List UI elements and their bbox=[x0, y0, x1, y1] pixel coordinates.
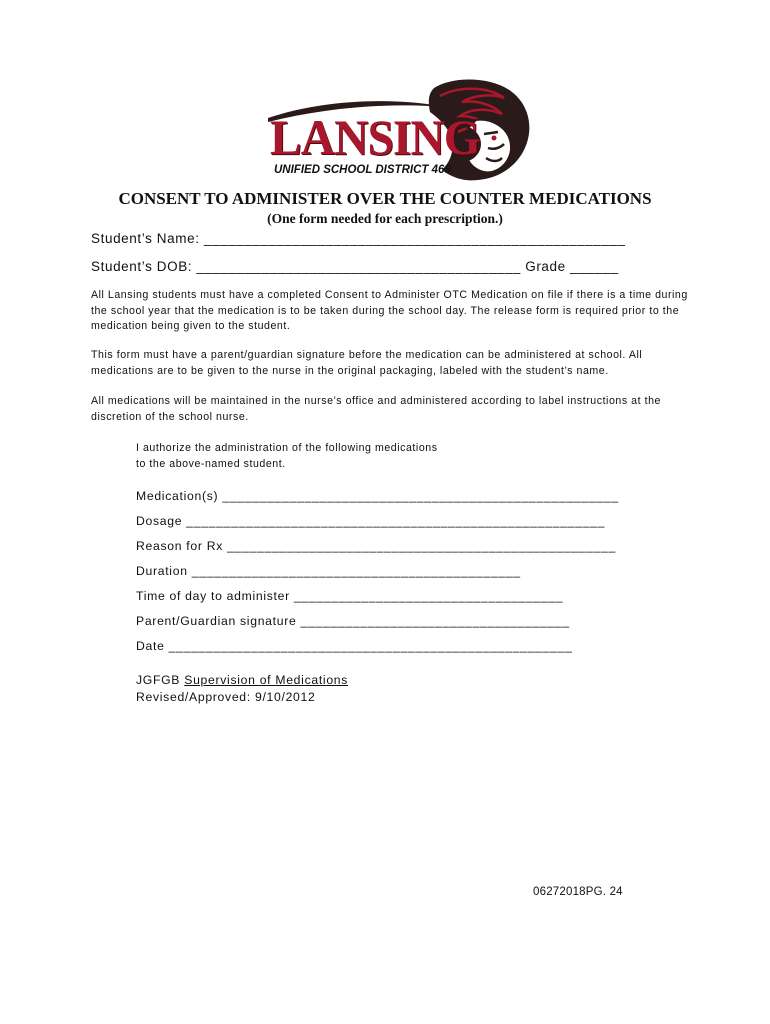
policy-reference bbox=[136, 673, 348, 687]
page-number: 06272018PG. 24 bbox=[533, 886, 623, 898]
paragraph-storage: All medications will be maintained in the nurse’s office and administered according to label instructions at the discretion of the school nurse. bbox=[91, 395, 661, 423]
form-subtitle: (One form needed for each prescription.) bbox=[267, 211, 503, 226]
dosage-field: Dosage ________________________________________________________ bbox=[136, 514, 606, 528]
student-dob-grade-field: Student’s DOB: ________________________________________ Grade ______ bbox=[91, 259, 619, 274]
policy-name: Supervision of Medications bbox=[184, 673, 349, 687]
student-name-field: Student’s Name: ____________________________________________________ bbox=[91, 231, 626, 246]
duration-field: Duration ____________________________________________ bbox=[136, 564, 521, 578]
policy-revised: Revised/Approved: 9/10/2012 bbox=[136, 690, 316, 704]
form-title: CONSENT TO ADMINISTER OVER THE COUNTER MEDICATIONS bbox=[118, 189, 652, 208]
logo-subtitle: UNIFIED SCHOOL DISTRICT 469 bbox=[274, 164, 451, 176]
paragraph-signature: This form must have a parent/guardian signature before the medication can be administered at school. All medications are to be given to the nurse in the original packaging, labeled with the student’s name. bbox=[91, 349, 643, 377]
policy-code: JGFGB bbox=[136, 673, 181, 687]
authorization-line-1: I authorize the administration of the following medications bbox=[136, 442, 438, 454]
logo-wordmark: LANSING bbox=[270, 109, 480, 165]
district-logo bbox=[262, 78, 534, 184]
parent-signature-field: Parent/Guardian signature ____________________________________ bbox=[136, 614, 570, 628]
medication-field: Medication(s) _____________________________________________________ bbox=[136, 489, 619, 503]
date-field: Date ______________________________________________________ bbox=[136, 639, 573, 653]
reason-field: Reason for Rx ____________________________________________________ bbox=[136, 539, 616, 553]
authorization-line-2: to the above-named student. bbox=[136, 458, 286, 470]
paragraph-requirement: All Lansing students must have a completed Consent to Administer OTC Medication on file if there is a time during the school year that the medication is to be taken during the school day. The release form is required prior to the medication being given to the student. bbox=[91, 289, 688, 332]
time-of-day-field: Time of day to administer ____________________________________ bbox=[136, 589, 564, 603]
